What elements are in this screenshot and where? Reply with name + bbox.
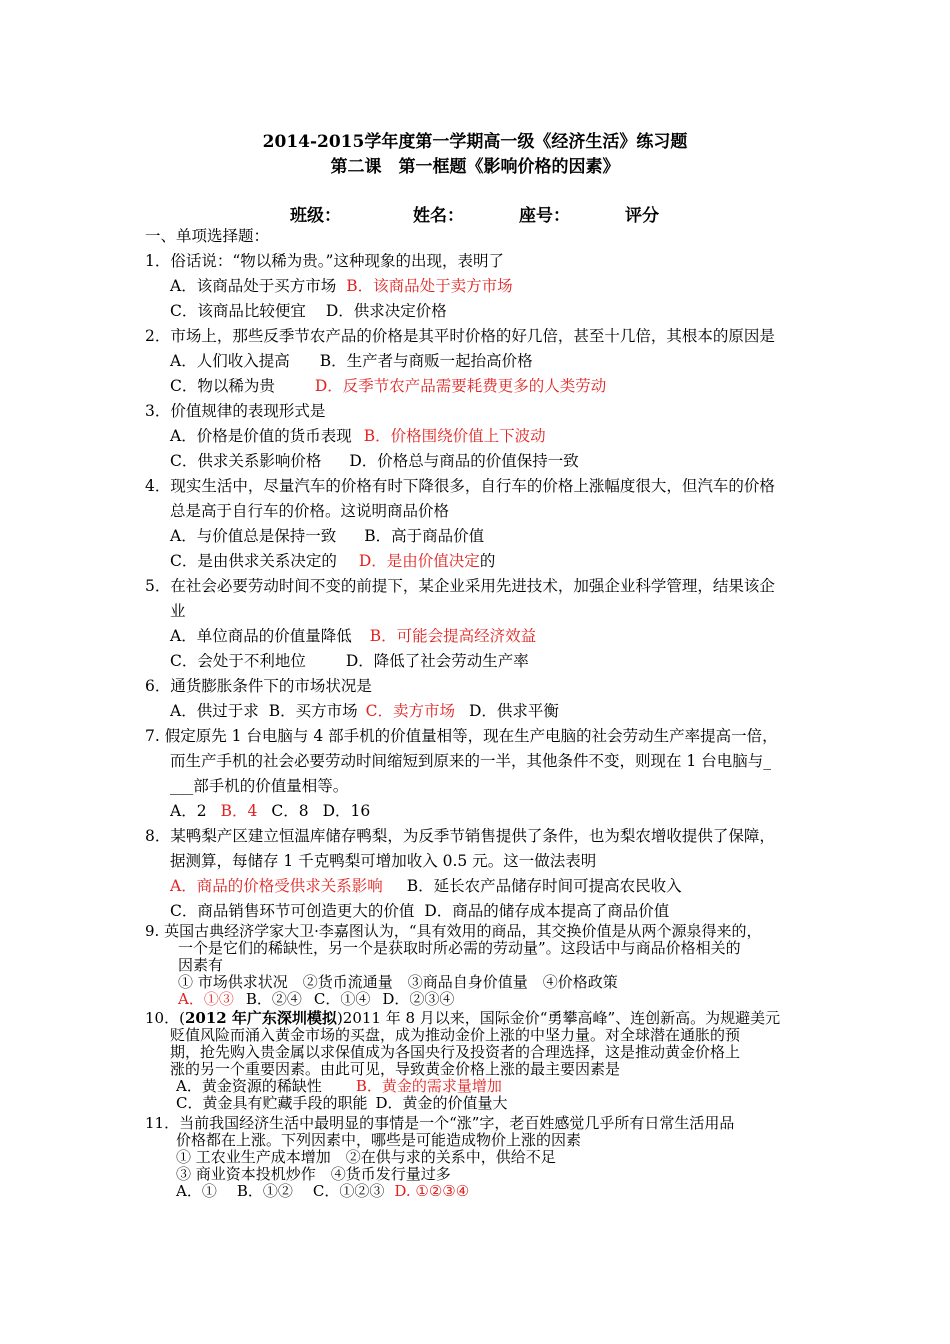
q5-option-d: D．降低了社会劳动生产率: [345, 652, 529, 670]
q6-option-a: A．供过于求: [170, 702, 259, 720]
q2-stem: 2．市场上，那些反季节农产品的价格是其平时价格的好几倍，甚至十几倍，其根本的原因是: [145, 327, 775, 345]
q1-options-row1: [170, 276, 513, 296]
q11-option-b: B．①②: [236, 1182, 293, 1200]
q2-option-a: A．人们收入提高: [170, 352, 290, 370]
q4-option-d: D．是由价值决定: [358, 552, 480, 570]
q1-options-row2: [170, 301, 447, 321]
q5-options-row1: [170, 626, 536, 646]
q6-stem: 6．通货膨胀条件下的市场状况是: [145, 677, 372, 695]
q9-options: [178, 991, 454, 1008]
q9-option-d: D．②③④: [382, 990, 455, 1008]
q3-options-row1: [170, 426, 546, 446]
q4-option-b: B．高于商品价值: [364, 527, 485, 545]
q7-stem-line1: 7. 假定原先 1 台电脑与 4 部手机的价值量相等，现在生产电脑的社会劳动生产率提高一倍，: [145, 727, 778, 745]
q11-stem-line2: 价格都在上涨。下列因素中，哪些是可能造成物价上涨的因素: [176, 1131, 582, 1149]
q4-options-row1: [170, 526, 484, 546]
q2-option-c: C．物以稀为贵: [170, 377, 275, 395]
q8-option-d: D．商品的储存成本提高了商品价值: [424, 902, 670, 920]
section-heading: 一、单项选择题：: [145, 227, 270, 245]
q3-option-a: A．价格是价值的货币表现: [170, 427, 352, 445]
q3-options-row2: [170, 451, 579, 471]
q7-options: [170, 801, 370, 821]
q3-option-c: C．供求关系影响价格: [170, 452, 322, 470]
q8-option-a: A．商品的价格受供求关系影响: [170, 877, 383, 895]
q8-stem-line1: 8．某鸭梨产区建立恒温库储存鸭梨，为反季节销售提供了条件，也为梨农增收提供了保障，: [145, 827, 775, 845]
q1-option-b: B．该商品处于卖方市场: [346, 277, 513, 295]
q6-options: [170, 701, 559, 721]
q4-option-c: C．是由供求关系决定的: [170, 552, 337, 570]
q11-options: [176, 1183, 469, 1200]
page-title: 2014-2015学年度第一学期高一级《经济生活》练习题: [262, 132, 688, 152]
q9-option-a: A．①③: [178, 990, 234, 1008]
q7-option-c: C．8: [271, 802, 309, 820]
q4-stem-line2: 总是高于自行车的价格。这说明商品价格: [170, 502, 450, 520]
q1-option-a: A．该商品处于买方市场: [170, 277, 337, 295]
q8-options-row2: [170, 901, 669, 921]
q7-stem-line3: ___部手机的价值量相等。: [170, 777, 349, 795]
q7-stem-line2: 而生产手机的社会必要劳动时间缩短到原来的一半，其他条件不变，则现在 1 台电脑与_: [170, 752, 771, 770]
class-label: 班级：: [290, 206, 341, 226]
q6-option-d: D．供求平衡: [468, 702, 559, 720]
q8-stem-line2: 据测算，每储存 1 千克鸭梨可增加收入 0.5 元。这一做法表明: [170, 852, 597, 870]
q10-option-d: D．黄金的价值量大: [375, 1094, 508, 1112]
q10-options-row2: [176, 1095, 508, 1112]
q8-option-b: B．延长农产品储存时间可提高农民收入: [406, 877, 682, 895]
q3-option-d: D．价格总与商品的价值保持一致: [349, 452, 579, 470]
q5-options-row2: [170, 651, 529, 671]
page-subtitle: 第二课 第一框题《影响价格的因素》: [330, 157, 620, 177]
q8-options-row1: [170, 876, 682, 896]
q10-options-row1: [176, 1078, 502, 1095]
q5-option-a: A．单位商品的价值量降低: [170, 627, 352, 645]
q5-option-b: B．可能会提高经济效益: [369, 627, 537, 645]
q6-option-c: C．卖方市场: [365, 702, 455, 720]
q4-option-a: A．与价值总是保持一致: [170, 527, 337, 545]
q11-items-line2: ③ 商业资本投机炒作 ④货币发行量过多: [176, 1165, 451, 1183]
q7-option-a: A．2: [170, 802, 207, 820]
q9-option-c: C．①④: [313, 990, 371, 1008]
q1-option-d: D．供求决定价格: [325, 302, 447, 320]
q4-options-row2: [170, 551, 495, 571]
q11-option-c: C．①②③: [312, 1182, 385, 1200]
q1-stem: 1．俗话说：“物以稀为贵。”这种现象的出现，表明了: [145, 252, 504, 270]
q6-option-b: B．买方市场: [268, 702, 358, 720]
q11-option-d: D. ①②③④: [394, 1182, 470, 1200]
q4-option-d-tail: 的: [479, 552, 496, 570]
q11-items-line1: ① 工农业生产成本增加 ②在供与求的关系中，供给不足: [176, 1148, 556, 1166]
q11-stem-line1: 11．当前我国经济生活中最明显的事情是一个“涨”字，老百姓感觉几乎所有日常生活用品: [145, 1114, 735, 1132]
q8-option-c: C．商品销售环节可创造更大的价值: [170, 902, 415, 920]
q10-option-a: A．黄金资源的稀缺性: [176, 1077, 322, 1095]
q2-options-row1: [170, 351, 533, 371]
q5-option-c: C．会处于不利地位: [170, 652, 306, 670]
q2-options-row2: [170, 376, 606, 396]
name-label: 姓名：: [413, 206, 464, 226]
q2-option-b: B．生产者与商贩一起抬高价格: [319, 352, 533, 370]
q4-stem-line1: 4．现实生活中，尽量汽车的价格有时下降很多，自行车的价格上涨幅度很大，但汽车的价格: [145, 477, 775, 495]
q1-option-c: C．该商品比较便宜: [170, 302, 306, 320]
q9-stem-line2: 一个是它们的稀缺性，另一个是获取时所必需的劳动量”。这段话中与商品价格相关的: [178, 939, 741, 957]
q10-stem-line2: 贬值风险而涌入黄金市场的买盘，成为推动金价上涨的中坚力量。对全球潜在通胀的预: [170, 1026, 741, 1044]
q2-option-d: D．反季节农产品需要耗费更多的人类劳动: [314, 377, 607, 395]
q5-stem-line1: 5．在社会必要劳动时间不变的前提下，某企业采用先进技术，加强企业科学管理，结果该企: [145, 577, 775, 595]
seat-label: 座号：: [519, 206, 570, 226]
q10-option-b: B．黄金的需求量增加: [355, 1077, 502, 1095]
score-label: 评分: [625, 206, 659, 226]
q10-stem-line4: 涨的另一个重要因素。由此可见，导致黄金价格上涨的最主要因素是: [170, 1060, 621, 1078]
q7-option-b: B．4: [220, 802, 258, 820]
q9-stem-line3: 因素有: [178, 956, 224, 974]
q9-stem-line1: 9. 英国古典经济学家大卫·李嘉图认为，“具有效用的商品，其交换价值是从两个源泉得来的，: [145, 922, 762, 940]
q10-stem-line1: 10．(2012 年广东深圳模拟)2011 年 8 月以来，国际金价“勇攀高峰”、连创新高。为规避美元: [145, 1009, 781, 1027]
q3-stem: 3．价值规律的表现形式是: [145, 402, 326, 420]
q10-stem-line3: 期，抢先购入贵金属以求保值成为各国央行及投资者的合理选择，这是推动黄金价格上: [170, 1043, 741, 1061]
q7-option-d: D．16: [322, 802, 371, 820]
q3-option-b: B．价格围绕价值上下波动: [363, 427, 546, 445]
q11-option-a: A．①: [176, 1182, 217, 1200]
q10-option-c: C．黄金具有贮藏手段的职能: [176, 1094, 368, 1112]
q9-items: ① 市场供求状况 ②货币流通量 ③商品自身价值量 ④价格政策: [178, 973, 618, 991]
q5-stem-line2: 业: [170, 602, 186, 620]
q10-source: 2012 年广东深圳模拟: [184, 1009, 337, 1027]
q9-option-b: B．②④: [245, 990, 302, 1008]
